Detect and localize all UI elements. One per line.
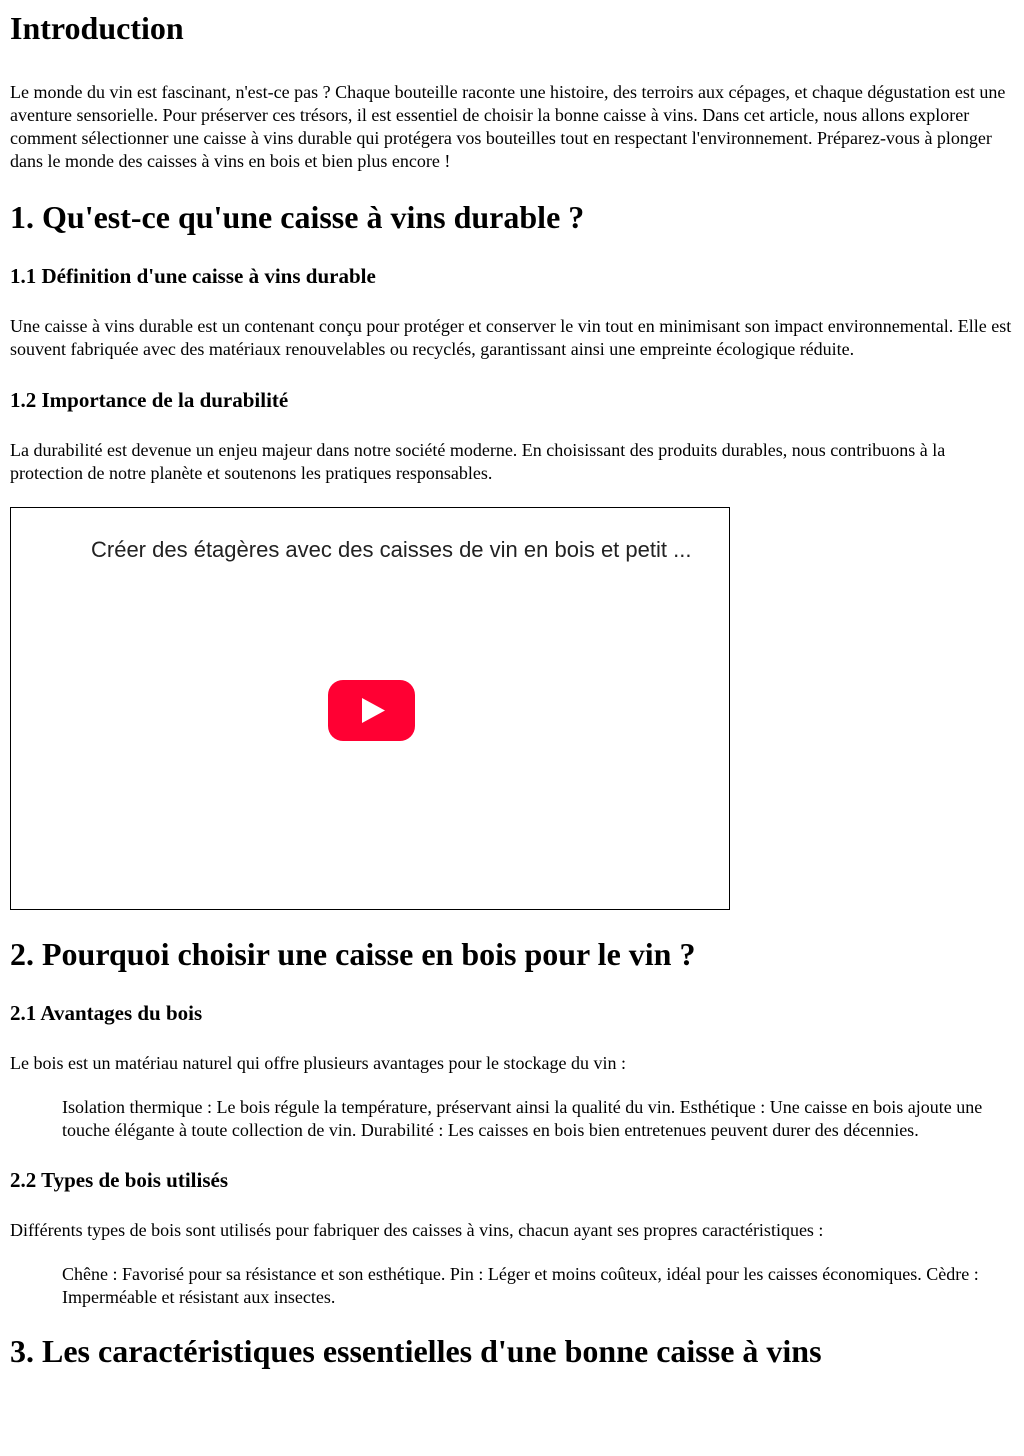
section-1-1-heading: 1.1 Définition d'une caisse à vins durable (10, 264, 376, 288)
section-2-2-heading: 2.2 Types de bois utilisés (10, 1168, 229, 1192)
wood-advantages-list: Isolation thermique : Le bois régule la température, préservant ainsi la qualité du vin. Esthétique : Une caisse en bois ajoute une touche élégante à toute collection de vin. Durabilité : Les caisses en bois bien entretenues peuvent durer des décennies. (62, 1097, 983, 1140)
section-2-1-paragraph: Le bois est un matériau naturel qui offre plusieurs avantages pour le stockage du vin : (10, 1053, 626, 1073)
play-icon (328, 680, 415, 741)
section-2-heading: 2. Pourquoi choisir une caisse en bois pour le vin ? (10, 936, 696, 972)
wood-types-list: Chêne : Favorisé pour sa résistance et son esthétique. Pin : Léger et moins coûteux, idéal pour les caisses économiques. Cèdre : Imperméable et résistant aux insectes. (62, 1264, 979, 1307)
article (0, 10, 1024, 1369)
play-button[interactable] (328, 680, 415, 741)
section-1-2-paragraph: La durabilité est devenue un enjeu majeur dans notre société moderne. En choisissant des produits durables, nous contribuons à la protection de notre planète et soutenons les pratiques responsables. (10, 440, 946, 483)
section-2-2-paragraph: Différents types de bois sont utilisés pour fabriquer des caisses à vins, chacun ayant ses propres caractéristiques : (10, 1220, 824, 1240)
intro-paragraph: Le monde du vin est fascinant, n'est-ce pas ? Chaque bouteille raconte une histoire, des terroirs aux cépages, et chaque dégustation est une aventure sensorielle. Pour préserver ces trésors, il est essentiel de choisir la bonne caisse à vins. Dans cet article, nous allons explorer comment sélectionner une caisse à vins durable qui protégera vos bouteilles tout en respectant l'environnement. Préparez-vous à plonger dans le monde des caisses à vins en bois et bien plus encore ! (10, 82, 1006, 171)
section-3-heading: 3. Les caractéristiques essentielles d'une bonne caisse à vins (10, 1333, 822, 1369)
video-embed[interactable] (10, 507, 730, 910)
intro-heading: Introduction (10, 10, 184, 46)
video-title[interactable]: Créer des étagères avec des caisses de vin en bois et petit ... (91, 537, 692, 562)
section-2-1-heading: 2.1 Avantages du bois (10, 1001, 203, 1025)
section-1-1-paragraph: Une caisse à vins durable est un contenant conçu pour protéger et conserver le vin tout en minimisant son impact environnemental. Elle est souvent fabriquée avec des matériaux renouvelables ou recyclés, garantissant ainsi une empreinte écologique réduite. (10, 316, 1012, 359)
section-1-heading: 1. Qu'est-ce qu'une caisse à vins durable ? (10, 199, 585, 235)
section-1-2-heading: 1.2 Importance de la durabilité (10, 388, 289, 412)
